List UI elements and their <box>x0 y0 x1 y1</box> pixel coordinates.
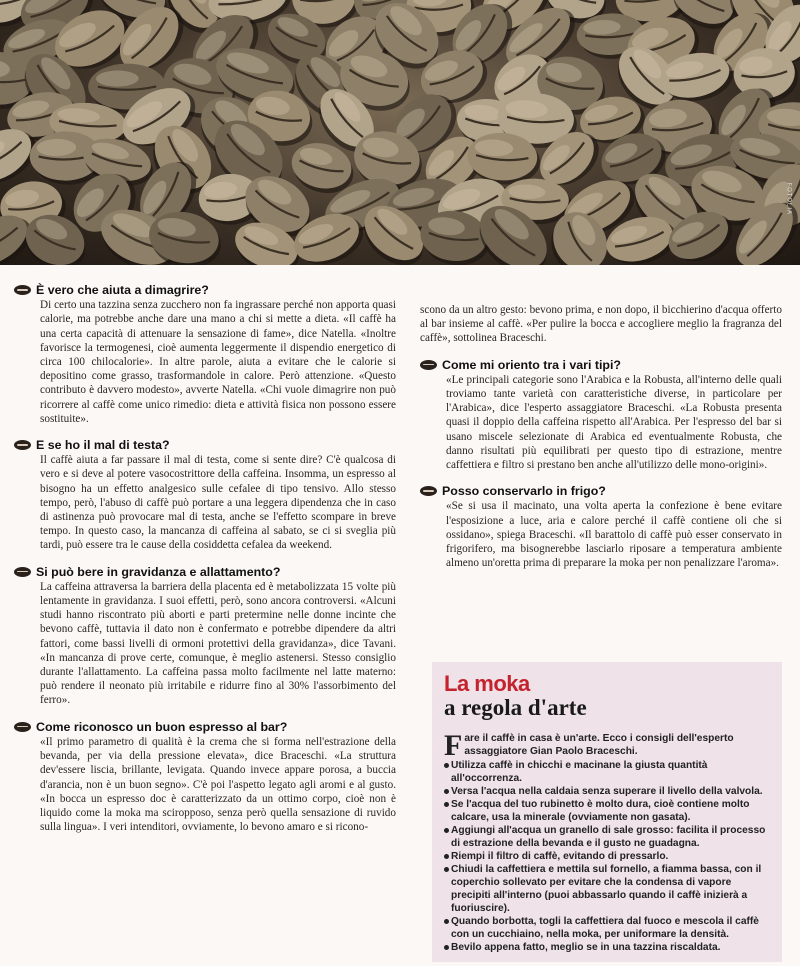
qa-frigo <box>420 484 782 570</box>
question-heading <box>420 358 782 372</box>
answer-text: «Se si usa il macinato, una volta aperta la confezione è bene evitare l'esposizione a luce, aria e calore perché il caffè contiene oli che si ossidano», spiega Braceschi. «Il barattolo di caffè può esser conservato in frigorifero, ma bisognerebbe lasciarlo riposare a temperatura ambiente almeno un'oretta prima di preparare la moka per non penalizzare l'aroma». <box>446 500 782 570</box>
question-heading <box>14 283 396 297</box>
qa-dimagrire <box>14 283 396 426</box>
coffee-bean-icon <box>420 486 437 496</box>
coffee-bean-icon <box>420 360 437 370</box>
photo-credit: FOTOLIA <box>786 182 792 215</box>
coffee-bean-icon <box>14 567 31 577</box>
question-text: Come mi oriento tra i vari tipi? <box>442 357 622 372</box>
question-heading <box>14 565 396 579</box>
qa-gravidanza <box>14 565 396 708</box>
question-text: Posso conservarlo in frigo? <box>442 484 606 499</box>
tips-list <box>444 759 770 954</box>
right-column <box>420 303 782 582</box>
tip-item: Chiudi la caffettiera e mettila sul fornello, a fiamma bassa, con il coperchio sollevato per evitare che la condensa di vapore precipiti all'interno (puoi abbassarlo quando il caffè inizierà a fuoriuscire). <box>444 863 770 915</box>
question-text: E se ho il mal di testa? <box>36 438 170 453</box>
box-intro <box>444 729 770 762</box>
answer-text: Il caffè aiuta a far passare il mal di testa, come si sente dire? C'è qualcosa di vero e si deve al potere vasocostrittore della caffeina. Insomma, un espresso al bisogno ha un effetto analgesico sulle cefalee di tipo tensivo. Allo stesso tempo, però, l'abuso di caffè può portare a una leggera dipendenza che in caso di astinenza può provocare mal di testa, anche se l'effetto scompare in breve tempo. In questo caso, la mancanza di caffeina al sabato, se ci si sveglia più tardi, può essere tra le cause della cosiddetta cefalea da weekend. <box>40 454 396 552</box>
answer-text: «Le principali categorie sono l'Arabica e la Robusta, all'interno delle quali troviamo tante varietà con caratteristiche diverse, in particolare per l'Arabica», dice l'esperto assaggiatore Braceschi. «La Robusta presenta quasi il doppio della caffeina rispetto all'Arabica. Per l'espresso del bar si usano miscele selezionate di Arabica ed eventualmente Robusta, che danno risultati più equilibrati per questo tipo di estrazione, mentre caffettiera e filtro si prestano ben anche all'utilizzo delle mono-origini». <box>446 373 782 472</box>
continuation-text: scono da un altro gesto: bevono prima, e non dopo, il bicchierino d'acqua offerto al bar insieme al caffè. «Per pulire la bocca e accogliere meglio la fragranza del caffè», sottolinea Braceschi. <box>420 304 782 345</box>
qa-continuation <box>420 303 782 346</box>
question-heading <box>14 720 396 734</box>
tip-item: Aggiungi all'acqua un granello di sale grosso: facilita il processo di estrazione della bevanda e il gusto ne guadagna. <box>444 824 770 850</box>
question-heading <box>420 484 782 498</box>
coffee-bean-icon <box>14 440 31 450</box>
qa-espresso-bar <box>14 720 396 835</box>
tip-item: Quando borbotta, togli la caffettiera dal fuoco e mescola il caffè con un cucchiaino, nella moka, per uniformare la densità. <box>444 915 770 941</box>
box-title-black: a regola d'arte <box>444 695 587 720</box>
tip-item: Riempi il filtro di caffè, evitando di pressarlo. <box>444 850 770 863</box>
box-title-red: La moka <box>444 671 530 696</box>
left-column <box>14 283 396 846</box>
tip-item: Versa l'acqua nella caldaia senza superare il livello della valvola. <box>444 785 770 798</box>
coffee-bean-icon <box>14 285 31 295</box>
answer-text: Di certo una tazzina senza zucchero non fa ingrassare perché non apporta quasi calorie, ma potrebbe anche dare una mano a chi si mette a dieta. «Il caffè ha una certa capacità di attenuare la sensazione di fame», dice Natella. «Inoltre favorisce la termogenesi, cioè aumenta leggermente il dispendio energetico di circa 100 chilocalorie». In altre parole, aiuta a evitare che le calorie si depositino come grasso, trasformandole in calore. Però attenzione. «Questo contributo è davvero modesto», avverte Natella. «Chi vuole dimagrire non può ricorrere al caffè come unico rimedio: dieta e attività fisica non possono essere sostituite». <box>40 299 396 425</box>
answer-text: La caffeina attraversa la barriera della placenta ed è metabolizzata 15 volte più lentamente in gravidanza. I suoi effetti, però, sono ancora controversi. «Alcuni studi hanno riscontrato più aborti e parti pretermine nelle donne incinte che bevono caffè, tuttavia il dato non è confermato e potrebbe dipendere da altri fattori, come bassi livelli di ormoni protettivi della gravidanza», dice Tavani. «In mancanza di prove certe, comunque, è meglio astenersi. Stesso consiglio durante l'allattamento. La caffeina passa molto facilmente nel latte materno: può rendere il neonato più irritabile e ridurre fino al 30% l'assorbimento del ferro». <box>40 580 396 707</box>
question-text: Si può bere in gravidanza e allattamento? <box>36 564 281 579</box>
question-text: È vero che aiuta a dimagrire? <box>36 283 209 297</box>
tip-item: Bevilo appena fatto, meglio se in una tazzina riscaldata. <box>444 941 770 954</box>
qa-mal-di-testa <box>14 438 396 553</box>
coffee-beans-illustration <box>0 0 800 265</box>
tip-item: Se l'acqua del tuo rubinetto è molto dura, cioè contiene molto calcare, usa la minerale (ovviamente non gasata). <box>444 798 770 824</box>
coffee-beans-photo <box>0 0 800 265</box>
answer-text: «Il primo parametro di qualità è la crema che si forma nell'estrazione della bevanda, per via della pressione elevata», dice Braceschi. «La struttura dev'essere liscia, brillante, levigata. Quando invece appare porosa, a buccia d'arancia, non è un buon segno». C'è poi l'aspetto legato agli aromi e al gusto. «In bocca un espresso doc è caratterizzato da un ottimo corpo, cioè non è liquido come la moka ma sciropposo, senza però quella sensazione di ruvido sulla lingua». I veri intenditori, ovviamente, lo bevono amaro e si ricono- <box>40 735 396 834</box>
question-heading <box>14 438 396 452</box>
moka-tips-box <box>432 662 782 962</box>
drop-cap: F <box>444 729 463 762</box>
qa-tipi <box>420 358 782 473</box>
coffee-bean-icon <box>14 722 31 732</box>
tip-item: Utilizza caffè in chicchi e macinane la giusta quantità all'occorrenza. <box>444 759 770 785</box>
question-text: Come riconosco un buon espresso al bar? <box>36 719 288 734</box>
box-intro-text: are il caffè in casa è un'arte. Ecco i consigli dell'esperto assaggiatore Gian Paolo Braceschi. <box>464 733 734 757</box>
